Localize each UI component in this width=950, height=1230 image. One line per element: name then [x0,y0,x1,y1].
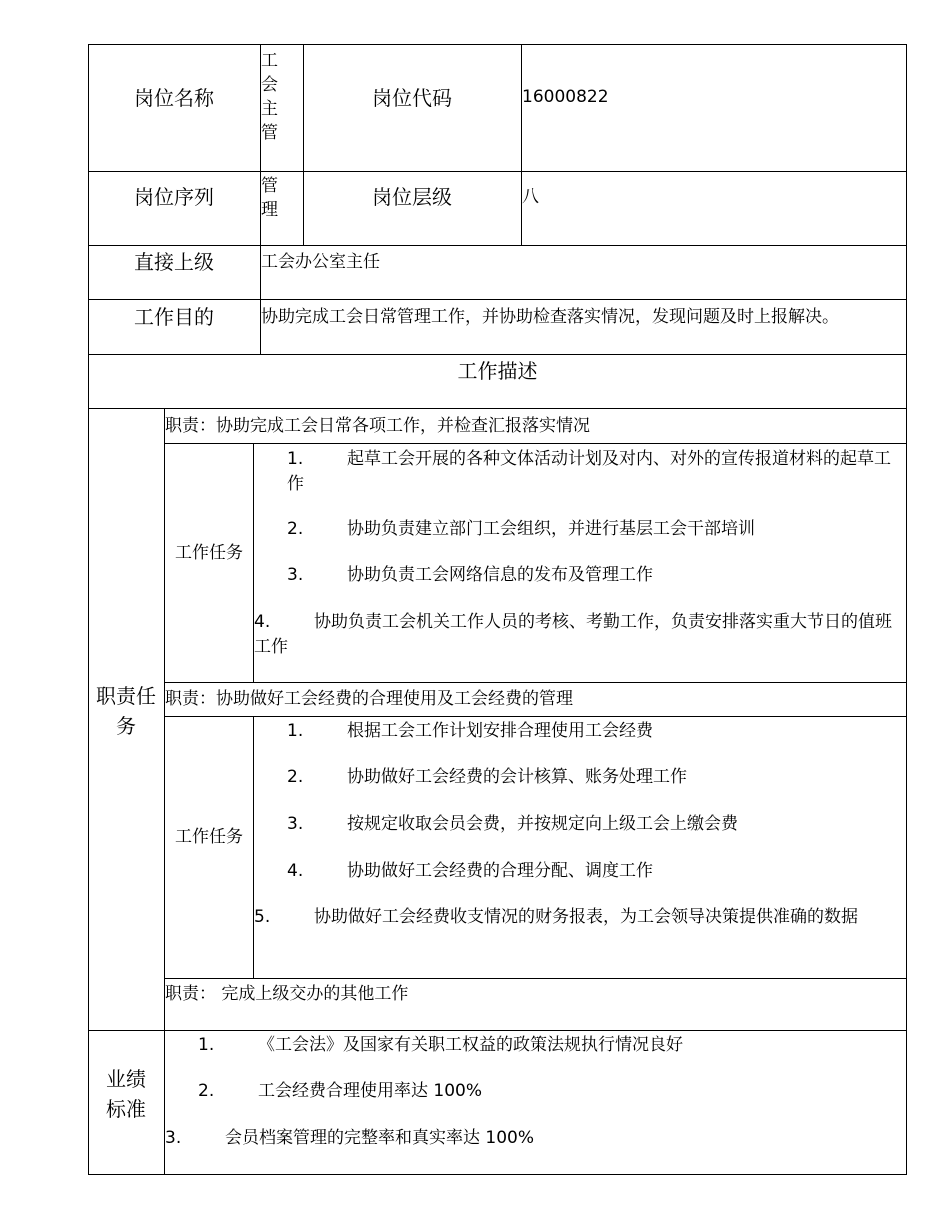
performance-item: 1. 《工会法》及国家有关职工权益的政策法规执行情况良好 [198,1035,683,1055]
performance-item: 3. 会员档案管理的完整率和真实率达 100% [165,1128,535,1148]
row-divider [164,716,907,717]
position-name-value: 工会主管 [261,51,278,143]
description-title: 工作描述 [457,359,538,383]
row-divider [88,1030,907,1031]
col-divider [303,44,304,245]
position-level-label: 岗位层级 [372,185,452,209]
row-divider [88,245,907,246]
supervisor-label: 直接上级 [134,250,214,274]
duty-title: 职责：协助完成工会日常各项工作，并检查汇报落实情况 [165,416,590,436]
task-label: 工作任务 [175,543,243,563]
position-sequence-label: 岗位序列 [134,185,214,209]
row-divider [88,171,907,172]
task-label: 工作任务 [175,827,243,847]
row-divider [88,299,907,300]
position-code-value: 16000822 [522,87,609,107]
position-sequence-value: 管理 [261,176,278,220]
performance-item: 2. 工会经费合理使用率达 100% [198,1081,483,1101]
job-description-table [88,44,907,1175]
col-divider [253,716,254,978]
duties-label: 职责任务 [96,684,156,738]
purpose-label: 工作目的 [134,305,214,329]
table-border-left [88,44,89,1175]
position-code-label: 岗位代码 [372,86,452,110]
task-item: 1. 起草工会开展的各种文体活动计划及对内、对外的宣传报道材料的起草工作 [287,449,891,494]
task-item: 4. 协助负责工会机关工作人员的考核、考勤工作，负责安排落实重大节日的值班工作 [254,612,892,657]
row-divider [88,354,907,355]
table-border-top [88,44,907,45]
task-item: 4. 协助做好工会经费的合理分配、调度工作 [287,861,653,881]
position-level-value: 八 [522,187,539,207]
row-divider [164,682,907,683]
duty-title: 职责：协助做好工会经费的合理使用及工会经费的管理 [165,689,573,709]
task-item: 2. 协助负责建立部门工会组织，并进行基层工会干部培训 [287,519,755,539]
task-item: 5. 协助做好工会经费收支情况的财务报表，为工会领导决策提供准确的数据 [254,907,858,927]
task-item: 1. 根据工会工作计划安排合理使用工会经费 [287,721,653,741]
task-item: 2. 协助做好工会经费的会计核算、账务处理工作 [287,767,687,787]
row-divider [164,978,907,979]
purpose-value: 协助完成工会日常管理工作，并协助检查落实情况，发现问题及时上报解决。 [261,307,839,327]
table-border-right [906,44,907,1175]
duty-title: 职责： 完成上级交办的其他工作 [165,984,409,1004]
supervisor-value: 工会办公室主任 [261,252,380,272]
position-name-label: 岗位名称 [134,86,214,110]
task-item: 3. 协助负责工会网络信息的发布及管理工作 [287,565,653,585]
col-divider [521,44,522,245]
col-divider [164,408,165,1174]
table-border-bottom [88,1174,907,1175]
row-divider [164,443,907,444]
performance-label: 业绩标准 [106,1067,146,1121]
task-item: 3. 按规定收取会员会费，并按规定向上级工会上缴会费 [287,814,738,834]
row-divider [88,408,907,409]
